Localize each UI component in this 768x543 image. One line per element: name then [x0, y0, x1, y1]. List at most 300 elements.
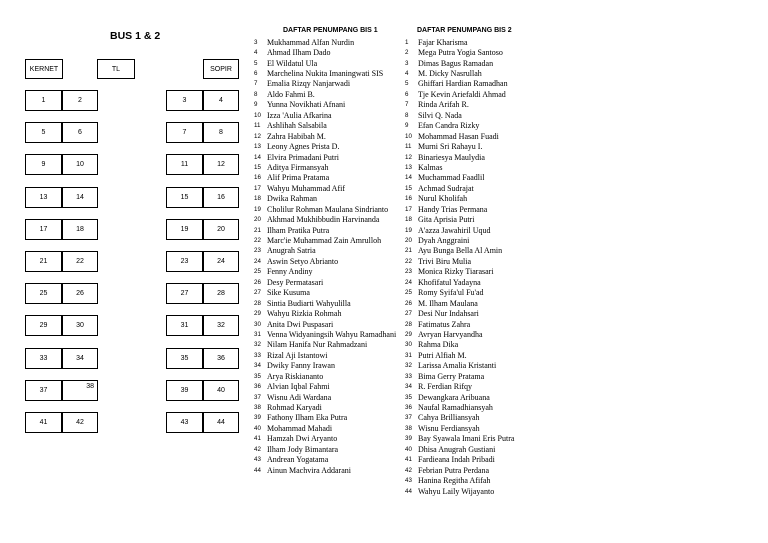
seat-number: 35 [254, 372, 261, 380]
passenger-name: Fardieana Indah Pribadi [418, 455, 495, 465]
seat-number: 34 [254, 362, 261, 370]
seat-number: 17 [254, 184, 261, 192]
seat-number: 23 [405, 268, 412, 276]
seat-number: 7 [405, 101, 409, 109]
seat-number: 8 [254, 90, 258, 98]
bus2-row [405, 277, 514, 287]
seat-number: 13 [254, 143, 261, 151]
passenger-name: Marchelina Nukita Imaningwati SIS [267, 69, 384, 79]
bus2-row [405, 173, 514, 183]
bus1-list [254, 37, 396, 475]
bus1-row [254, 340, 396, 350]
seat-number: 10 [254, 111, 261, 119]
passenger-name: El Wildatul Ula [267, 58, 318, 68]
kernet-box: KERNET [25, 59, 63, 79]
seat-number: 23 [254, 247, 261, 255]
passenger-name: Larissa Amalia Kristanti [418, 361, 497, 371]
seat-21: 21 [25, 251, 62, 272]
passenger-name: Dhisa Anugrah Gustiani [418, 444, 496, 454]
bus2-row [405, 141, 514, 151]
passenger-name: Trivi Biru Mulia [418, 256, 472, 266]
passenger-name: Rinda Arifah R. [418, 100, 469, 110]
seat-number: 38 [254, 404, 261, 412]
seat-number: 8 [405, 111, 409, 119]
seat-number: 43 [254, 456, 261, 464]
bus2-row [405, 444, 514, 454]
passenger-name: Fajar Kharisma [418, 37, 468, 47]
passenger-name: Ilham Jody Bimantara [267, 444, 339, 454]
seat-number: 11 [254, 122, 261, 130]
bus2-list [405, 37, 514, 496]
seat-7: 7 [166, 122, 203, 143]
seat-number: 1 [405, 38, 409, 46]
bus2-row [405, 110, 514, 120]
bus1-row [254, 392, 396, 402]
bus1-row [254, 381, 396, 391]
bus1-row [254, 308, 396, 318]
passenger-name: Dwika Rahman [267, 194, 317, 204]
bus1-row [254, 277, 396, 287]
passenger-name: Dwiky Fanny Irawan [267, 361, 335, 371]
seat-37: 37 [25, 380, 62, 401]
passenger-name: Romy Syifa'ul Fu'ad [418, 288, 484, 298]
seat-number: 27 [405, 310, 412, 318]
bus2-row [405, 455, 514, 465]
bus1-row [254, 194, 396, 204]
seat-number: 14 [254, 153, 261, 161]
passenger-name: A'azza Jawahiril Uqud [418, 225, 491, 235]
passenger-name: Fenny Andiny [267, 267, 313, 277]
bus2-row [405, 131, 514, 141]
seat-13: 13 [25, 187, 62, 208]
passenger-name: Khofifatul Yadayna [418, 277, 481, 287]
seat-42: 42 [62, 412, 98, 433]
passenger-name: Muchammad Faadlil [418, 173, 485, 183]
passenger-name: Ayu Bunga Bella Al Amin [418, 246, 503, 256]
bus2-row [405, 225, 514, 235]
bus2-row [405, 204, 514, 214]
seat-12: 12 [203, 154, 239, 175]
seat-2: 2 [62, 90, 98, 111]
seat-number: 25 [405, 289, 412, 297]
seat-number: 37 [254, 393, 261, 401]
passenger-name: Hamzah Dwi Aryanto [267, 434, 338, 444]
seat-number: 11 [405, 143, 412, 151]
seat-number: 6 [405, 90, 409, 98]
passenger-name: Aswin Setyo Abrianto [267, 256, 339, 266]
seat-6: 6 [62, 122, 98, 143]
passenger-name: Ghiffari Hardian Ramadhan [418, 79, 508, 89]
bus1-row [254, 58, 396, 68]
seat-25: 25 [25, 283, 62, 304]
passenger-name: Wisnu Adi Wardana [267, 392, 332, 402]
passenger-name: Rahma Dika [418, 340, 459, 350]
seat-number: 21 [254, 226, 261, 234]
bus1-row [254, 319, 396, 329]
passenger-name: Aditya Firmansyah [267, 162, 329, 172]
passenger-name: Akhmad Mukhibbudin Harvinanda [267, 215, 380, 225]
passenger-name: Andrean Yogatama [267, 455, 329, 465]
seat-number: 36 [254, 383, 261, 391]
seat-number: 26 [254, 278, 261, 286]
passenger-name: Efan Candra Rizky [418, 121, 480, 131]
seat-29: 29 [25, 315, 62, 336]
bus2-row [405, 246, 514, 256]
bus2-row [405, 58, 514, 68]
passenger-name: Kalmas [418, 162, 443, 172]
seat-number: 29 [254, 310, 261, 318]
bus2-row [405, 256, 514, 266]
bus1-row [254, 68, 396, 78]
bus1-row [254, 288, 396, 298]
bus2-row [405, 288, 514, 298]
bus2-row [405, 486, 514, 496]
seat-38: 38 [62, 380, 98, 401]
bus2-row [405, 68, 514, 78]
seat-number: 5 [405, 80, 409, 88]
passenger-name: Febrian Putra Perdana [418, 465, 490, 475]
passenger-name: Zahra Habibah M. [267, 131, 326, 141]
seat-number: 18 [254, 195, 261, 203]
seat-1: 1 [25, 90, 62, 111]
seat-number: 31 [405, 351, 412, 359]
seat-9: 9 [25, 154, 62, 175]
bus1-row [254, 162, 396, 172]
seat-19: 19 [166, 219, 203, 240]
bus1-row [254, 434, 396, 444]
seat-30: 30 [62, 315, 98, 336]
bus2-row [405, 89, 514, 99]
seat-number: 41 [405, 456, 412, 464]
seat-number: 44 [405, 487, 412, 495]
passenger-name: Cahya Brilliansyah [418, 413, 480, 423]
bus1-row [254, 214, 396, 224]
passenger-name: Dewangkara Aribuana [418, 392, 490, 402]
passenger-name: Nilam Hanifa Nur Rahmadzani [267, 340, 368, 350]
passenger-name: Arya Riskiananto [267, 371, 324, 381]
passenger-name: Anugrah Satria [267, 246, 316, 256]
seat-number: 24 [254, 257, 261, 265]
seat-number: 2 [405, 49, 409, 57]
passenger-name: Hanina Regitha Afifah [418, 476, 491, 486]
passenger-name: Yunna Novikhati Afnani [267, 100, 346, 110]
seat-22: 22 [62, 251, 98, 272]
bus1-row [254, 183, 396, 193]
seat-number: 3 [405, 59, 409, 67]
bus1-row [254, 402, 396, 412]
passenger-name: Nurul Kholifah [418, 194, 468, 204]
bus2-row [405, 423, 514, 433]
seat-24: 24 [203, 251, 239, 272]
seat-number: 28 [405, 320, 412, 328]
seat-8: 8 [203, 122, 239, 143]
passenger-name: Sintia Budiarti Wahyulilla [267, 298, 351, 308]
seat-33: 33 [25, 348, 62, 369]
bus1-row [254, 267, 396, 277]
passenger-name: Cholilur Rohman Maulana Sindrianto [267, 204, 389, 214]
seat-number: 20 [405, 237, 412, 245]
seat-number: 16 [254, 174, 261, 182]
seat-23: 23 [166, 251, 203, 272]
bus2-row [405, 183, 514, 193]
seat-3: 3 [166, 90, 203, 111]
passenger-name: Bima Gerry Pratama [418, 371, 485, 381]
seat-number: 32 [254, 341, 261, 349]
bus2-row [405, 413, 514, 423]
bus1-row [254, 79, 396, 89]
seat-number: 40 [254, 424, 261, 432]
bus2-row [405, 235, 514, 245]
seat-5: 5 [25, 122, 62, 143]
seat-number: 30 [405, 341, 412, 349]
bus2-row [405, 214, 514, 224]
bus1-row [254, 173, 396, 183]
bus1-row [254, 329, 396, 339]
seat-number: 27 [254, 289, 261, 297]
bus2-row [405, 350, 514, 360]
seat-27: 27 [166, 283, 203, 304]
passenger-name: Dyah Anggraini [418, 236, 470, 246]
passenger-name: Wahyu Laily Wijayanto [418, 486, 495, 496]
seat-16: 16 [203, 187, 239, 208]
bus1-row [254, 423, 396, 433]
bus2-row [405, 371, 514, 381]
bus1-row [254, 225, 396, 235]
bus1-row [254, 246, 396, 256]
seat-number: 22 [254, 237, 261, 245]
bus2-row [405, 392, 514, 402]
sopir-box: SOPIR [203, 59, 239, 79]
bus1-row [254, 110, 396, 120]
bus2-row [405, 152, 514, 162]
seat-number: 41 [254, 435, 261, 443]
seat-number: 37 [405, 414, 412, 422]
passenger-name: Fatimatus Zahra [418, 319, 471, 329]
bus1-row [254, 350, 396, 360]
passenger-name: Emalia Rizqy Nanjarwadi [267, 79, 351, 89]
bus2-row [405, 361, 514, 371]
seat-number: 9 [254, 101, 258, 109]
seat-number: 33 [405, 372, 412, 380]
bus2-row [405, 319, 514, 329]
seat-39: 39 [166, 380, 203, 401]
passenger-name: Ashlihah Salsabila [267, 121, 327, 131]
bus2-row [405, 267, 514, 277]
seat-number: 22 [405, 257, 412, 265]
seat-number: 42 [405, 466, 412, 474]
bus1-row [254, 121, 396, 131]
bus2-row [405, 329, 514, 339]
passenger-name: Venna Widyaningsih Wahyu Ramadhani [267, 329, 397, 339]
seat-40: 40 [203, 380, 239, 401]
passenger-name: Mega Putra Yogia Santoso [418, 48, 503, 58]
passenger-name: Binariesya Maulydia [418, 152, 485, 162]
seat-43: 43 [166, 412, 203, 433]
bus1-row [254, 100, 396, 110]
seat-number: 36 [405, 404, 412, 412]
bus2-row [405, 121, 514, 131]
seat-20: 20 [203, 219, 239, 240]
passenger-name: Monica Rizky Tiarasari [418, 267, 494, 277]
bus1-row [254, 371, 396, 381]
passenger-name: Ahmad Ilham Dado [267, 48, 331, 58]
passenger-name: Tje Kevin Ariefaldi Ahmad [418, 89, 506, 99]
seat-15: 15 [166, 187, 203, 208]
seat-4: 4 [203, 90, 239, 111]
seat-number: 16 [405, 195, 412, 203]
seat-10: 10 [62, 154, 98, 175]
passenger-name: Avryan Harvyandha [418, 329, 483, 339]
seat-number: 19 [405, 226, 412, 234]
seat-36: 36 [203, 348, 239, 369]
seat-number: 31 [254, 330, 261, 338]
bus2-row [405, 381, 514, 391]
seat-number: 30 [254, 320, 261, 328]
seat-number: 5 [254, 59, 258, 67]
bus2-row [405, 308, 514, 318]
bus1-row [254, 455, 396, 465]
seat-number: 32 [405, 362, 412, 370]
seat-number: 6 [254, 70, 258, 78]
passenger-name: Rizal Aji Istantowi [267, 350, 328, 360]
bus1-row [254, 37, 396, 47]
bus1-row [254, 131, 396, 141]
passenger-name: Wisnu Ferdiansyah [418, 423, 480, 433]
bus2-row [405, 162, 514, 172]
seat-number: 7 [254, 80, 258, 88]
passenger-name: Wahyu Muhammad Afif [267, 183, 346, 193]
seat-26: 26 [62, 283, 98, 304]
seat-number: 34 [405, 383, 412, 391]
seat-number: 15 [405, 184, 412, 192]
bus2-row [405, 100, 514, 110]
seat-number: 29 [405, 330, 412, 338]
bus1-row [254, 152, 396, 162]
seat-number: 13 [405, 163, 412, 171]
bus2-row [405, 194, 514, 204]
passenger-name: Gita Aprisia Putri [418, 215, 475, 225]
bus1-title: DAFTAR PENUMPANG BIS 1 [283, 27, 378, 34]
passenger-name: Aldo Fahmi B. [267, 89, 315, 99]
passenger-name: Bay Syawala Imani Eris Putra [418, 434, 515, 444]
passenger-name: Handy Trias Permana [418, 204, 488, 214]
passenger-name: Anita Dwi Puspasari [267, 319, 334, 329]
seat-number: 20 [254, 216, 261, 224]
passenger-name: Putri Alfiah M. [418, 350, 467, 360]
seat-17: 17 [25, 219, 62, 240]
seat-number: 4 [254, 49, 258, 57]
seat-41: 41 [25, 412, 62, 433]
bus2-row [405, 298, 514, 308]
bus2-title: DAFTAR PENUMPANG BIS 2 [417, 27, 512, 34]
seat-18: 18 [62, 219, 98, 240]
bus1-row [254, 413, 396, 423]
seat-number: 33 [254, 351, 261, 359]
passenger-name: R. Ferdian Rifqy [418, 382, 472, 392]
passenger-name: Murni Sri Rahayu I. [418, 142, 483, 152]
seat-32: 32 [203, 315, 239, 336]
seat-number: 19 [254, 205, 261, 213]
passenger-name: Alvian Iqbal Fahmi [267, 382, 330, 392]
passenger-name: Desi Nur Indahsari [418, 309, 479, 319]
bus2-row [405, 340, 514, 350]
seat-number: 24 [405, 278, 412, 286]
bus1-row [254, 141, 396, 151]
seat-35: 35 [166, 348, 203, 369]
passenger-name: Mohammad Hasan Fuadi [418, 131, 499, 141]
passenger-name: Wahyu Rizkia Rohmah [267, 309, 342, 319]
passenger-name: Mukhammad Alfan Nurdin [267, 37, 355, 47]
bus2-row [405, 37, 514, 47]
seat-number: 38 [405, 424, 412, 432]
tl-box: TL [97, 59, 135, 79]
seat-number: 35 [405, 393, 412, 401]
bus2-row [405, 402, 514, 412]
seat-number: 42 [254, 445, 261, 453]
bus1-row [254, 444, 396, 454]
seat-number: 3 [254, 38, 258, 46]
seat-31: 31 [166, 315, 203, 336]
passenger-name: Marc'ie Muhammad Zain Amrulloh [267, 236, 382, 246]
passenger-name: Ainun Machvira Addarani [267, 465, 351, 475]
layout-title: BUS 1 & 2 [110, 30, 161, 42]
seat-number: 10 [405, 132, 412, 140]
seat-number: 18 [405, 216, 412, 224]
passenger-name: Ilham Pratika Putra [267, 225, 330, 235]
bus1-row [254, 204, 396, 214]
bus1-row [254, 298, 396, 308]
bus1-row [254, 89, 396, 99]
bus2-row [405, 465, 514, 475]
bus1-row [254, 235, 396, 245]
passenger-name: Achmad Sudrajat [418, 183, 474, 193]
seat-34: 34 [62, 348, 98, 369]
passenger-name: Leony Agnes Prista D. [267, 142, 340, 152]
seat-number: 14 [405, 174, 412, 182]
seat-number: 25 [254, 268, 261, 276]
passenger-name: Izza 'Aulia Afkarina [267, 110, 332, 120]
seat-44: 44 [203, 412, 239, 433]
passenger-name: Elvira Primadani Putri [267, 152, 339, 162]
bus1-row [254, 47, 396, 57]
passenger-name: Silvi Q. Nada [418, 110, 462, 120]
passenger-name: M. Ilham Maulana [418, 298, 478, 308]
seat-number: 15 [254, 163, 261, 171]
passenger-name: Alif Prima Pratama [267, 173, 330, 183]
passenger-name: Sike Kusuma [267, 288, 310, 298]
passenger-name: Dimas Bagus Ramadan [418, 58, 494, 68]
passenger-name: Rohmad Karyadi [267, 403, 322, 413]
bus2-row [405, 475, 514, 485]
seat-number: 21 [405, 247, 412, 255]
passenger-name: Desy Permatasari [267, 277, 324, 287]
passenger-name: Naufal Ramadhiansyah [418, 403, 493, 413]
bus2-row [405, 79, 514, 89]
seat-number: 17 [405, 205, 412, 213]
passenger-name: Mohammad Mahadi [267, 423, 333, 433]
seat-14: 14 [62, 187, 98, 208]
passenger-name: M. Dicky Nasrullah [418, 69, 482, 79]
seat-number: 40 [405, 445, 412, 453]
seat-number: 12 [405, 153, 412, 161]
bus2-row [405, 47, 514, 57]
bus1-row [254, 256, 396, 266]
seat-number: 44 [254, 466, 261, 474]
seat-28: 28 [203, 283, 239, 304]
seat-number: 4 [405, 70, 409, 78]
seat-number: 43 [405, 477, 412, 485]
seat-number: 9 [405, 122, 409, 130]
